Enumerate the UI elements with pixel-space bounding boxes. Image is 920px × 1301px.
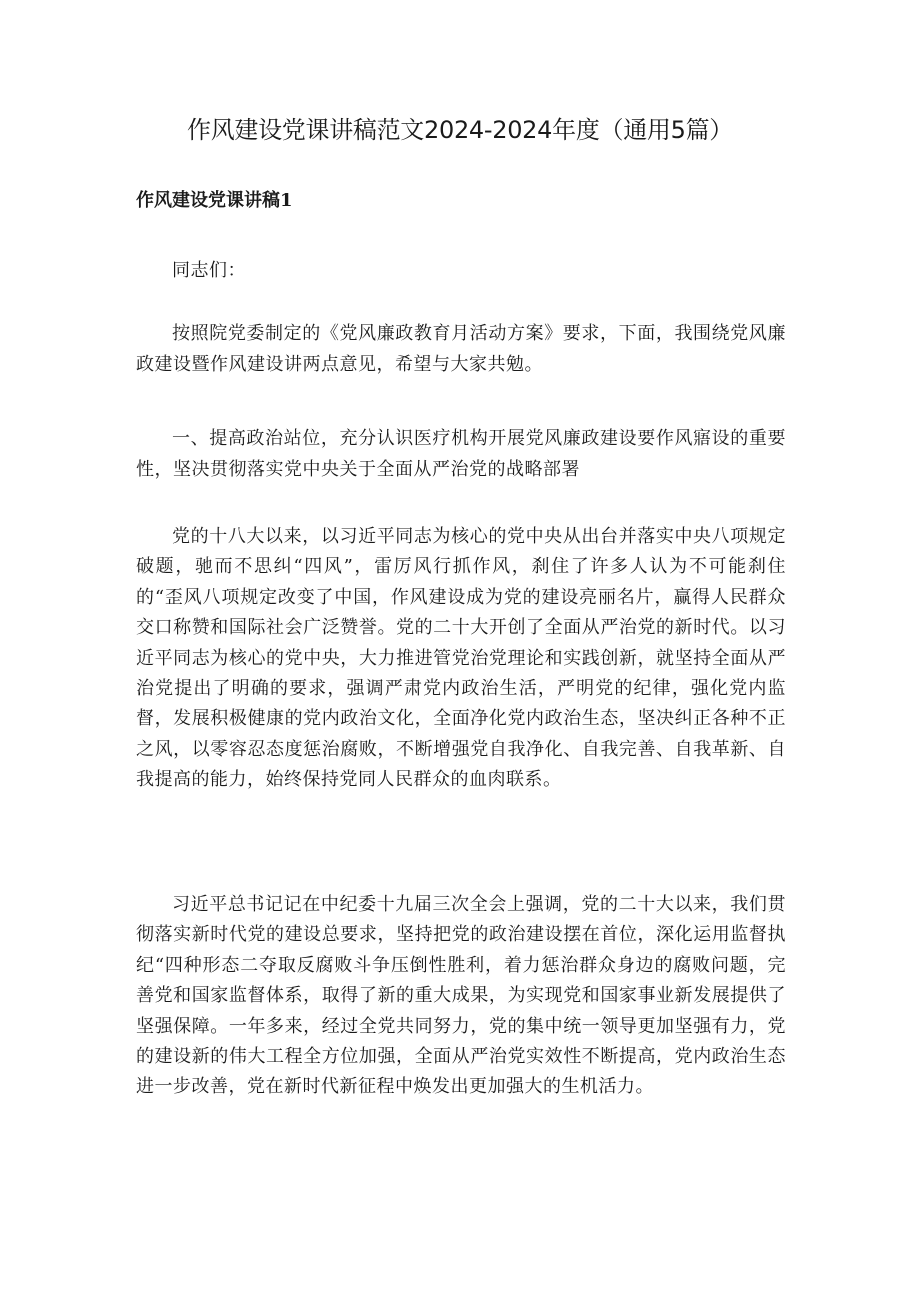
section-heading: 作风建设党课讲稿1 [136, 190, 293, 211]
paragraph-body-2: 习近平总书记记在中纪委十九届三次全会上强调，党的二十大以来，我们贯彻落实新时代党的建设总要求，坚持把党的政治建设摆在首位，深化运用监督执纪“四种形态二夺取反腐败斗争压倒性胜利，着力惩治群众身边的腐败问题，完善党和国家监督体系，取得了新的重大成果，为实现党和国家事业新发展提供了坚强保障。一年多来，经过全党共同努力，党的集中统一领导更加坚强有力，党的建设新的伟大工程全方位加强，全面从严治党实效性不断提高，党内政治生态进一步改善，党在新时代新征程中焕发出更加强大的生机活力。 [136, 894, 786, 1098]
paragraph-greeting: 同志们： [172, 260, 246, 281]
paragraph-intro: 按照院党委制定的《党风廉政教育月活动方案》要求，下面，我围绕党风廉政建设暨作风建设讲两点意见，希望与大家共勉。 [136, 323, 786, 375]
paragraph-body-1: 党的十八大以来，以习近平同志为核心的党中央从出台并落实中央八项规定破题，驰而不思纠“四风”，雷厉风行抓作风，刹住了许多人认为不可能刹住的“歪风八项规定改变了中国，作风建设成为党的建设亮丽名片，赢得人民群众交口称赞和国际社会广泛赞誉。党的二十大开创了全面从严治党的新时代。以习近平同志为核心的党中央，大力推进管党治党理论和实践创新，就坚持全面从严治党提出了明确的要求，强调严肃党内政治生活，严明党的纪律，强化党内监督，发展积极健康的党内政治文化，全面净化党内政治生态，坚决纠正各种不正之风，以零容忍态度惩治腐败，不断增强党自我净化、自我完善、自我革新、自我提高的能力，始终保持党同人民群众的血肉联系。 [136, 526, 786, 791]
document-title: 作风建设党课讲稿范文2024-2024年度（通用5篇） [187, 116, 733, 144]
paragraph-point-one: 一、提高政治站位，充分认识医疗机构开展党风廉政建设要作风寤设的重要性，坚决贯彻落实党中央关于全面从严治党的战略部署 [136, 428, 786, 480]
